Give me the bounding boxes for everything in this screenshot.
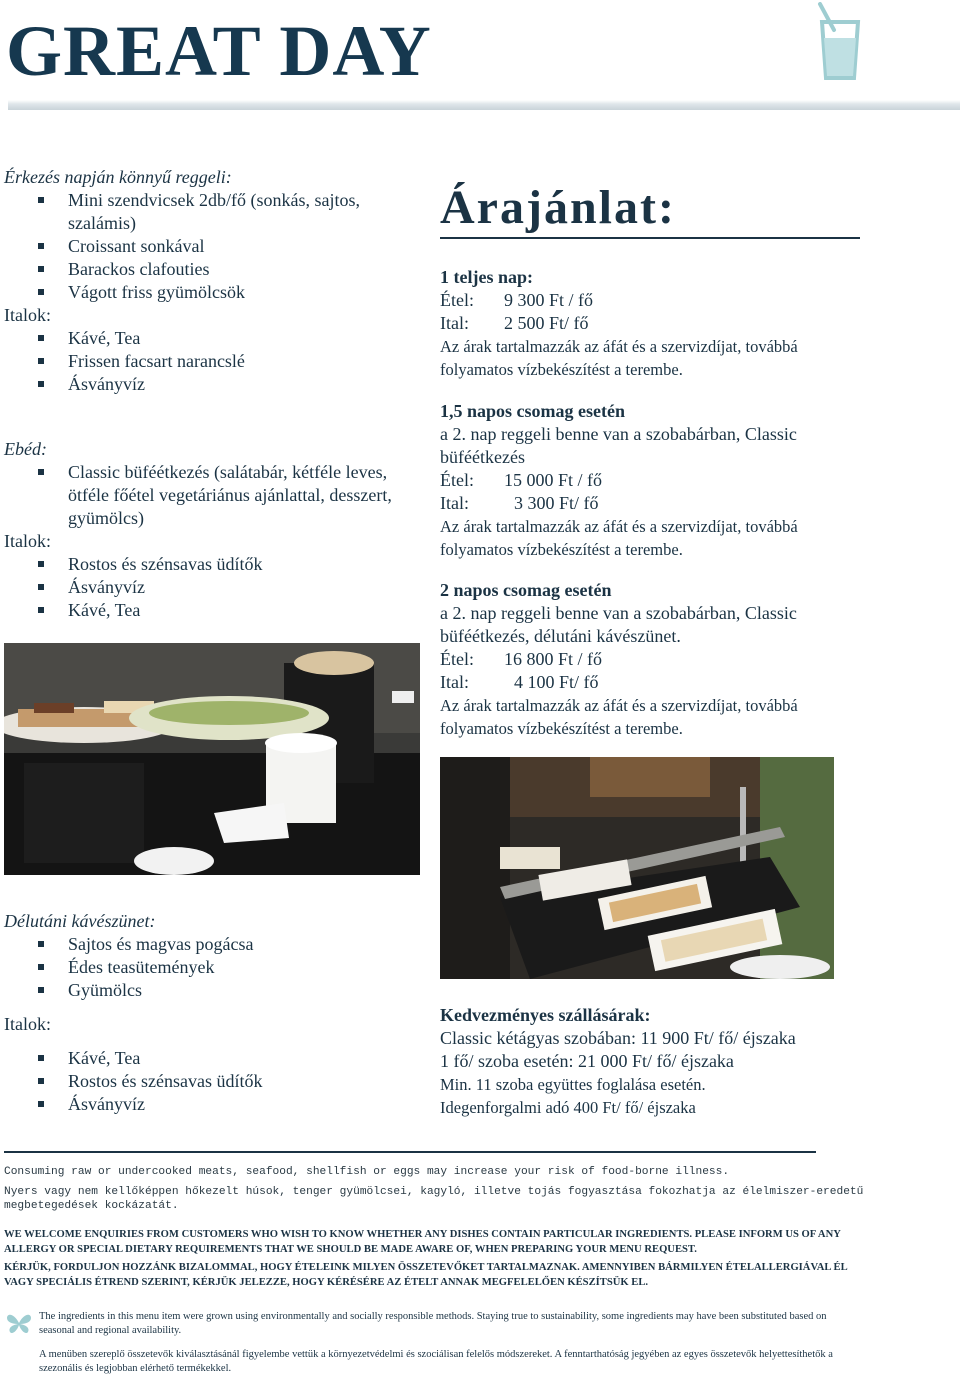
arrival-title: Érkezés napján könnyű reggeli: [4, 167, 232, 187]
drink-price-row [440, 492, 860, 515]
food-label: Étel: [440, 290, 474, 310]
drink-price-row [440, 671, 860, 694]
lunch-drinks [4, 553, 424, 622]
arrival-items [4, 189, 424, 304]
package-desc: a 2. nap reggeli benne van a szobabárban, Classic büféétkezés [440, 424, 797, 467]
afternoon-drinks-label: Italok: [4, 1014, 51, 1034]
footer-divider [4, 1151, 816, 1153]
list-item: Croissant sonkával [4, 235, 424, 258]
buffet-photo [4, 643, 420, 875]
drink-label: Ital: [440, 493, 469, 513]
package-2-days [440, 579, 860, 740]
list-item: Rostos és szénsavas üdítők [4, 553, 424, 576]
page-title: GREAT DAY [6, 11, 432, 91]
lunch-title: Ebéd: [4, 439, 47, 459]
food-price: 9 300 Ft / fő [504, 290, 594, 310]
list-item: Mini szendvicsek 2db/fő (sonkás, sajtos, szalámis) [4, 189, 424, 235]
accommodation-line: Min. 11 szoba együttes foglalása esetén. [440, 1075, 706, 1094]
drink-price-row [440, 312, 860, 335]
price-note: Az árak tartalmazzák az áfát és a szervizdíjat, továbbá folyamatos vízbekészítést a terembe. [440, 337, 798, 379]
package-desc: a 2. nap reggeli benne van a szobabárban, Classic büféétkezés, délutáni kávészünet. [440, 603, 797, 646]
arrival-drinks [4, 327, 424, 396]
list-item: Barackos clafouties [4, 258, 424, 281]
list-item: Kávé, Tea [4, 327, 424, 350]
package-1-5-days [440, 400, 860, 561]
drink-label: Ital: [440, 672, 469, 692]
list-item: Gyümölcs [4, 979, 424, 1002]
offer-title: Árajánlat: [440, 181, 676, 234]
sustainability-note-hu: A menüben szereplő összetevők kiválasztásánál figyelembe vettük a környezetvédelmi és szociálisan felelős módszereket. A fenntarthatóság jegyében az egyes összetevők helyettesíthetők a szezonális és legjobban elérhető termékekkel. [39, 1349, 833, 1374]
list-item: Ásványvíz [4, 1093, 424, 1116]
accommodation-line: Classic kétágyas szobában: 11 900 Ft/ fő/ éjszaka [440, 1028, 796, 1048]
food-safety-warning-en: Consuming raw or undercooked meats, seafood, shellfish or eggs may increase your risk of food-borne illness. [4, 1166, 730, 1178]
drink-price: 4 100 Ft/ fő [514, 672, 599, 692]
sustainability-note-en: The ingredients in this menu item were grown using environmentally and socially responsible methods. Staying true to sustainability, some ingredients may have been substituted based on seasonal and regional availability. [39, 1311, 827, 1336]
lunch-items [4, 461, 424, 530]
list-item: Rostos és szénsavas üdítők [4, 1070, 424, 1093]
accommodation-section [440, 1004, 880, 1119]
food-price-row [440, 289, 860, 312]
food-safety-warning-hu: Nyers vagy nem kellőképpen hőkezelt húsok, tenger gyümölcsei, kagyló, illetve tojás fogyasztása fokozhatja az élelmiszer-eredetű megbetegedések kockázatát. [4, 1186, 864, 1212]
food-price-row [440, 469, 860, 492]
list-item: Kávé, Tea [4, 599, 424, 622]
list-item: Frissen facsart narancslé [4, 350, 424, 373]
arrival-drinks-label: Italok: [4, 305, 51, 325]
offer-divider [440, 237, 860, 239]
lunch-section [4, 438, 424, 622]
afternoon-section [4, 910, 424, 1116]
food-price-row [440, 648, 860, 671]
afternoon-drinks [4, 1047, 424, 1116]
package-full-day [440, 266, 860, 381]
arrival-section [4, 166, 424, 396]
food-label: Étel: [440, 649, 474, 669]
lunch-drinks-label: Italok: [4, 531, 51, 551]
afternoon-items [4, 933, 424, 1002]
list-item: Classic büféétkezés (salátabár, kétféle leves, ötféle főétel vegetáriánus ajánlattal, desszert, gyümölcs) [4, 461, 424, 530]
list-item: Édes teasütemények [4, 956, 424, 979]
package-name: 1,5 napos csomag esetén [440, 401, 625, 421]
drink-price: 3 300 Ft/ fő [514, 493, 599, 513]
accommodation-line: 1 fő/ szoba esetén: 21 000 Ft/ fő/ éjszaka [440, 1051, 734, 1071]
header-divider [8, 100, 960, 110]
food-label: Étel: [440, 470, 474, 490]
butterfly-icon [6, 1311, 32, 1335]
price-note: Az árak tartalmazzák az áfát és a szervizdíjat, továbbá folyamatos vízbekészítést a terembe. [440, 517, 798, 559]
allergy-notice-en: WE WELCOME ENQUIRIES FROM CUSTOMERS WHO WISH TO KNOW WHETHER ANY DISHES CONTAIN PARTICULAR INGREDIENTS. PLEASE INFORM US OF ANY ALLERGY OR SPECIAL DIETARY REQUIREMENTS THAT WE SHOULD BE MADE AWARE OF, WHEN PREPARING YOUR MENU REQUEST. [4, 1229, 841, 1255]
list-item: Vágott friss gyümölcsök [4, 281, 424, 304]
drink-glass-icon [812, 2, 868, 82]
package-name: 1 teljes nap: [440, 267, 533, 287]
accommodation-title: Kedvezményes szállásárak: [440, 1005, 651, 1025]
afternoon-title: Délutáni kávészünet: [4, 911, 156, 931]
drink-price: 2 500 Ft/ fő [504, 313, 589, 333]
list-item: Kávé, Tea [4, 1047, 424, 1070]
accommodation-line: Idegenforgalmi adó 400 Ft/ fő/ éjszaka [440, 1098, 696, 1117]
package-name: 2 napos csomag esetén [440, 580, 612, 600]
list-item: Sajtos és magvas pogácsa [4, 933, 424, 956]
food-price: 15 000 Ft / fő [504, 470, 603, 490]
food-price: 16 800 Ft / fő [504, 649, 603, 669]
list-item: Ásványvíz [4, 373, 424, 396]
restaurant-buffet-photo [440, 757, 834, 979]
list-item: Ásványvíz [4, 576, 424, 599]
price-note: Az árak tartalmazzák az áfát és a szervizdíjat, továbbá folyamatos vízbekészítést a terembe. [440, 696, 798, 738]
drink-label: Ital: [440, 313, 469, 333]
allergy-notice-hu: KÉRJÜK, FORDULJON HOZZÁNK BIZALOMMAL, HOGY ÉTELEINK MILYEN ÖSSZETEVŐKET TARTALMAZNAK. AMENNYIBEN BÁRMILYEN ÉTELALLERGIÁVAL ÉL VAGY SPECIÁLIS ÉTREND SZERINT, KÉRJÜK JELEZZE, HOGY KÉRÉSÉRE AZ ÉTELT ANNAK MEGFELELŐEN KÉSZÍTSÜK EL. [4, 1262, 848, 1288]
